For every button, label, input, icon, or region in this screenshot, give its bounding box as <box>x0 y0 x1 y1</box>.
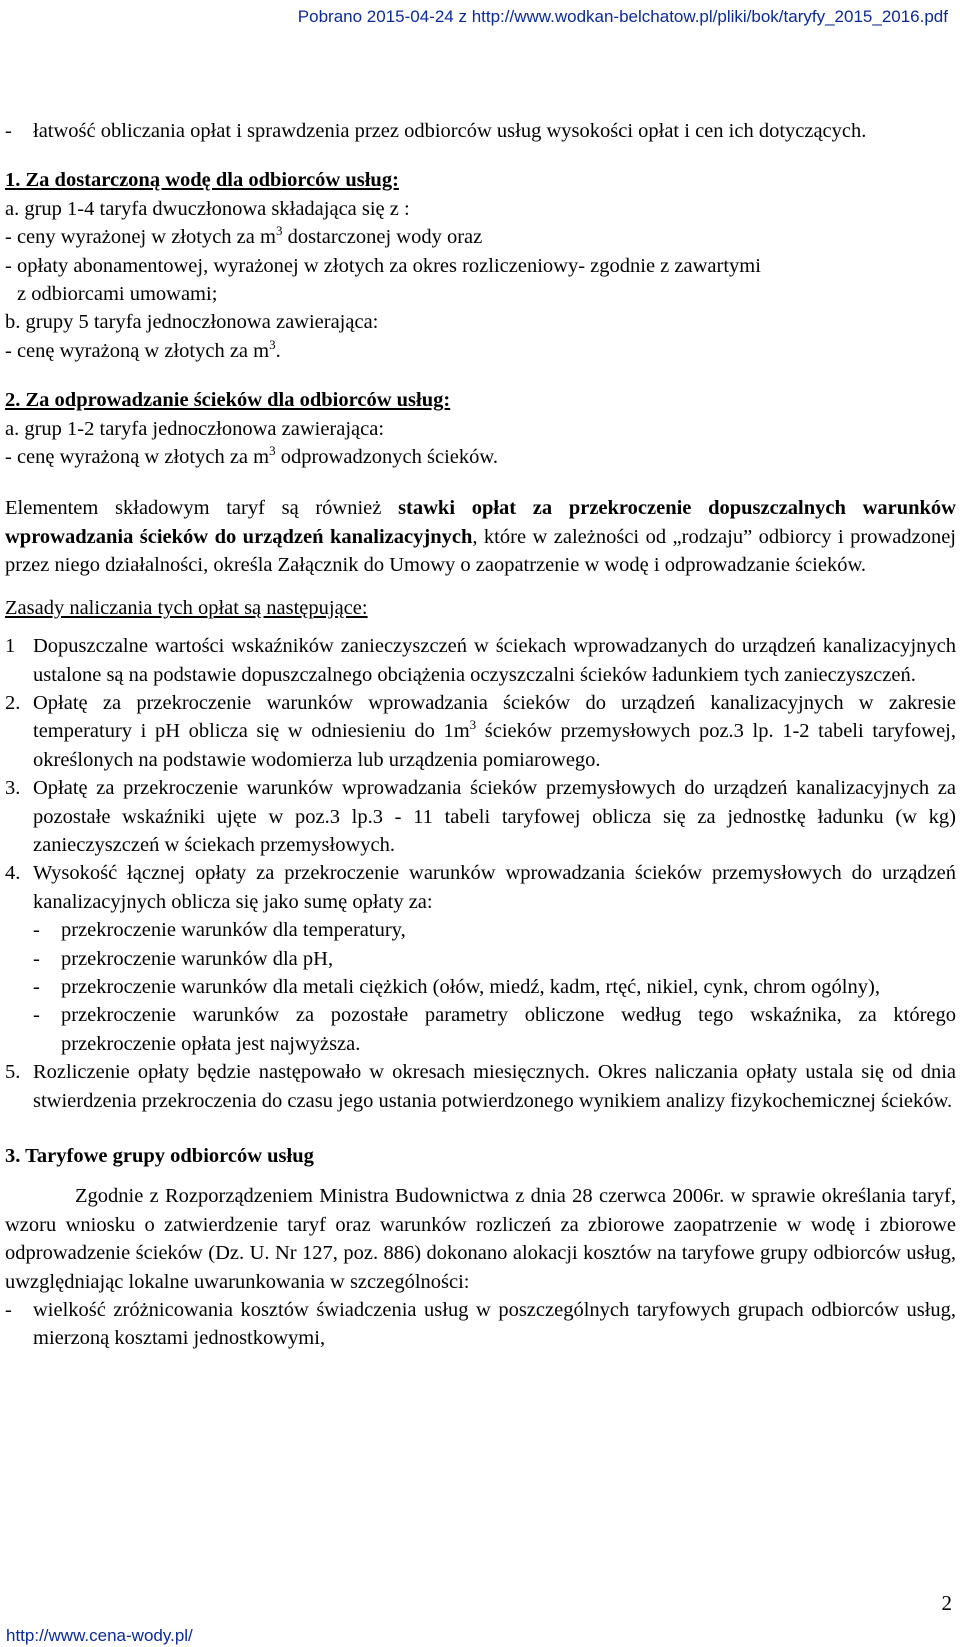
section3-paragraph: Zgodnie z Rozporządzeniem Ministra Budownictwa z dnia 28 czerwca 2006r. w sprawie określania taryf, wzoru wniosku o zatwierdzenie taryf oraz warunków rozliczeń za zbiorowe zaopatrzenie w wodę i zbiorowe odprowadzenie ścieków (Dz. U. Nr 127, poz. 886) dokonano alokacji kosztów na taryfowe grupy odbiorców usług, uwzględniając lokalne uwarunkowania w szczególności: <box>5 1185 956 1293</box>
section3-title: 3. Taryfowe grupy odbiorców usług <box>5 1145 314 1167</box>
section1-title: 1. Za dostarczoną wodę dla odbiorców usług: <box>5 169 399 192</box>
section1-b-item-text: - cenę wyrażoną w złotych za m <box>5 339 270 362</box>
section1-b-line: b. grupy 5 taryfa jednoczłonowa zawierająca: <box>5 311 379 334</box>
superscript: 3 <box>275 223 283 239</box>
superscript: 3 <box>269 337 276 353</box>
list-number: 2. <box>5 691 21 714</box>
section1-a-item2-line2: z odbiorcami umowami; <box>17 283 218 306</box>
section1-a-item1-post: dostarczonej wody oraz <box>282 226 483 249</box>
rules-heading: Zasady naliczania tych opłat są następujące: <box>5 596 368 619</box>
page-number: 2 <box>941 1591 952 1615</box>
section2-a-item <box>5 443 956 471</box>
superscript: 3 <box>269 443 276 459</box>
section2-a-item-text: - cenę wyrażoną w złotych za m <box>5 446 270 469</box>
list-dash: - <box>33 947 40 970</box>
rules-sub-item-4-text: przekroczenie warunków za pozostałe parametry obliczone według tego wskaźnika, za którego przekroczenie opłata jest najwyższa. <box>61 1004 956 1055</box>
section1-b-item <box>5 337 956 365</box>
rules-sub-item-4 <box>5 1001 956 1058</box>
rules-sub-item-2-text: przekroczenie warunków dla pH, <box>61 947 334 970</box>
intro-list-item <box>5 117 956 145</box>
rules-item-1 <box>5 632 956 689</box>
intro-item-text: łatwość obliczania opłat i sprawdzenia przez odbiorców usług wysokości opłat i cen ich dotyczących. <box>33 120 867 142</box>
list-number: 1 <box>5 635 16 658</box>
section1-b-item-post: . <box>275 339 281 362</box>
section1-a-item1-text: - ceny wyrażonej w złotych za m <box>5 226 276 249</box>
section2-title: 2. Za odprowadzanie ścieków dla odbiorców usług: <box>5 389 451 412</box>
section1-a-line: a. grup 1-4 taryfa dwuczłonowa składająca się z : <box>5 197 410 220</box>
list-number: 5. <box>5 1061 21 1084</box>
list-dash: - <box>5 1299 12 1322</box>
rules-item-4 <box>5 859 956 916</box>
elements-para-pre: Elementem składowym taryf są również <box>5 497 399 520</box>
section3-list-item-text: wielkość zróżnicowania kosztów świadczenia usług w poszczególnych taryfowych grupach odbiorców usług, mierzoną kosztami jednostkowymi, <box>33 1299 956 1350</box>
rules-item-3-text: Opłatę za przekroczenie warunków wprowadzania ścieków przemysłowych do urządzeń kanalizacyjnych za pozostałe wskaźniki ujęte w poz.3 lp.3 - 11 tabeli taryfowej oblicza się za jednostkę ładunku (w kg) zanieczyszczeń w ściekach przemysłowych. <box>33 777 956 856</box>
list-dash: - <box>33 1004 40 1027</box>
list-dash: - <box>5 120 12 142</box>
section2-a-line: a. grup 1-2 taryfa jednoczłonowa zawierająca: <box>5 417 385 440</box>
rules-item-1-text: Dopuszczalne wartości wskaźników zanieczyszczeń w ściekach wprowadzanych do urządzeń kanalizacyjnych ustalone są na podstawie dopuszczalnego obciążenia oczyszczalni ścieków ładunkiem tych zanieczyszczeń. <box>33 635 956 686</box>
rules-item-5-text: Rozliczenie opłaty będzie następowało w okresach miesięcznych. Okres naliczania opłaty ustala się od dnia stwierdzenia przekroczenia do czasu jego ustania potwierdzonego wynikiem analizy fizykochemicznej ścieków. <box>33 1061 956 1112</box>
rules-item-3 <box>5 774 956 859</box>
section2-a-item-post: odprowadzonych ścieków. <box>275 446 498 469</box>
rules-item-2-pre: Opłatę za przekroczenie warunków wprowadzania ścieków do urządzeń kanalizacyjnych w zakresie temperatury i pH oblicza się w odniesieniu do 1m <box>33 691 956 743</box>
download-source-header: Pobrano 2015-04-24 z http://www.wodkan-belchatow.pl/pliki/bok/taryfy_2015_2016.pdf <box>297 7 948 26</box>
list-dash: - <box>33 919 40 942</box>
superscript: 3 <box>469 717 477 733</box>
footer-url: http://www.cena-wody.pl/ <box>6 1626 193 1645</box>
list-number: 4. <box>5 862 21 885</box>
rules-sub-item-1-text: przekroczenie warunków dla temperatury, <box>61 919 406 942</box>
rules-sub-item-2 <box>5 945 956 973</box>
section3-list-item <box>5 1296 956 1353</box>
rules-item-2-text <box>33 689 956 774</box>
rules-item-2 <box>5 689 956 774</box>
rules-sub-item-3-text: przekroczenie warunków dla metali ciężkich (ołów, miedź, kadm, rtęć, nikiel, cynk, chrom ogólny), <box>61 975 880 998</box>
elements-para-post: , które w zależności od „rodzaju” odbiorcy i prowadzonej przez niego działalności, określa Załącznik do Umowy o zaopatrzenie w wodę i odprowadzanie ścieków. <box>5 525 956 577</box>
rules-item-5 <box>5 1058 956 1115</box>
elements-para-bold: stawki opłat za przekroczenie dopuszczalnych warunków wprowadzania ścieków do urządzeń kanalizacyjnych <box>5 497 956 548</box>
list-number: 3. <box>5 777 21 800</box>
rules-item-2-post: ścieków przemysłowych poz.3 lp. 1-2 tabeli taryfowej, określonych na podstawie wodomierza lub urządzenia pomiarowego. <box>33 720 956 771</box>
section1-a-item2-line1: - opłaty abonamentowej, wyrażonej w złotych za okres rozliczeniowy- zgodnie z zawartymi <box>5 254 761 277</box>
rules-item-4-text: Wysokość łącznej opłaty za przekroczenie warunków wprowadzania ścieków przemysłowych do urządzeń kanalizacyjnych oblicza się jako sumę opłaty za: <box>33 862 956 913</box>
document-body <box>5 117 956 1353</box>
rules-sub-item-3 <box>5 973 956 1001</box>
rules-sub-item-1 <box>5 916 956 944</box>
elements-paragraph <box>5 494 956 579</box>
section1-a-item1 <box>5 223 956 251</box>
list-dash: - <box>33 975 40 998</box>
